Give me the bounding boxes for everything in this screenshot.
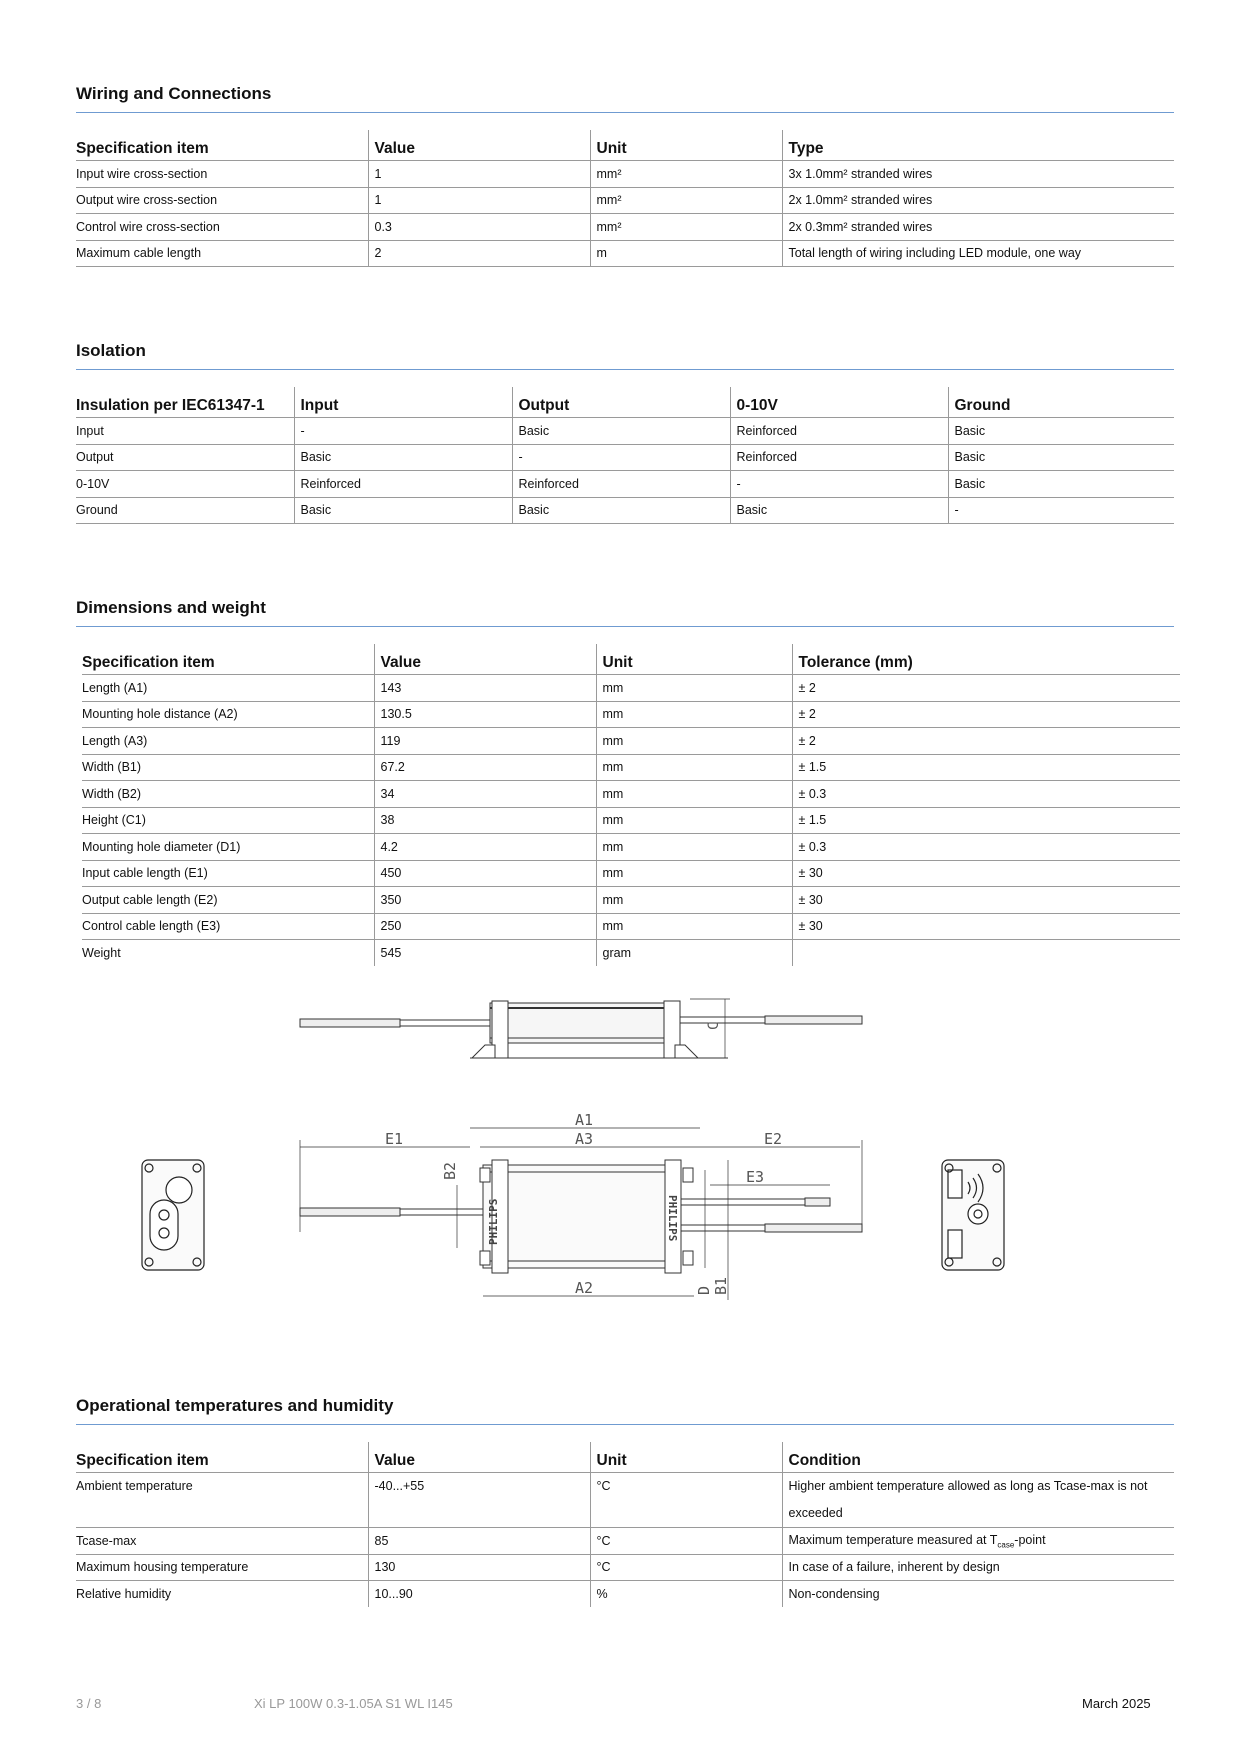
table-cell: Maximum cable length <box>76 240 368 267</box>
table-cell: Relative humidity <box>76 1586 172 1601</box>
table-row <box>76 1473 1174 1528</box>
table-cell: Output cable length (E2) <box>82 887 374 914</box>
table-cell: Length (A1) <box>82 675 374 702</box>
table-row <box>76 444 1174 471</box>
label-a1: A1 <box>575 1111 594 1129</box>
table-cell: 250 <box>374 913 596 940</box>
table-cell: Height (C1) <box>82 807 374 834</box>
table-row <box>82 807 1180 834</box>
table-cell: Input cable length (E1) <box>82 860 374 887</box>
table-cell: Basic <box>512 497 730 524</box>
table-cell: Basic <box>294 497 512 524</box>
table-cell: Maximum housing temperature <box>76 1554 368 1581</box>
wiring-section <box>76 80 1174 267</box>
table-row <box>82 754 1180 781</box>
table-cell: -40...+55 <box>368 1473 590 1528</box>
table-row <box>76 214 1174 241</box>
section-rule <box>76 1424 1174 1425</box>
table-cell: mm <box>596 675 792 702</box>
table-cell: Basic <box>948 418 1174 445</box>
column-header: Ground <box>948 387 1174 418</box>
table-cell: mm <box>596 807 792 834</box>
table-cell: Reinforced <box>730 444 948 471</box>
table-row <box>82 940 1180 966</box>
table-row <box>76 1554 1174 1581</box>
label-b2: B2 <box>441 1161 459 1180</box>
column-header: Value <box>368 1442 590 1473</box>
table-row <box>82 887 1180 914</box>
table-cell: Non-condensing <box>782 1581 1174 1607</box>
left-end-view <box>142 1160 204 1270</box>
table-cell: ± 1.5 <box>792 807 1180 834</box>
column-header: Specification item <box>76 1442 368 1473</box>
operational-section <box>76 1392 1174 1607</box>
column-header: Condition <box>782 1442 1174 1473</box>
table-cell: °C <box>590 1528 782 1555</box>
table-cell: Length (A3) <box>82 728 374 755</box>
table-header-row <box>76 1442 1174 1473</box>
tcase-text-end: -point <box>1014 1532 1046 1547</box>
table-cell: 67.2 <box>374 754 596 781</box>
table-cell: Reinforced <box>512 471 730 498</box>
table-row <box>76 497 1174 524</box>
table-cell: 130.5 <box>374 701 596 728</box>
table-cell: - <box>730 471 948 498</box>
table-cell: 0-10V <box>76 471 294 498</box>
brand-label-right: PHILIPS <box>666 1195 679 1242</box>
dimensions-section <box>76 594 1180 966</box>
table-row <box>76 418 1174 445</box>
column-header: Specification item <box>76 130 368 161</box>
column-header: Value <box>374 644 596 675</box>
table-cell: mm² <box>590 161 782 188</box>
table-row <box>76 161 1174 188</box>
table-row <box>82 675 1180 702</box>
column-header: Unit <box>596 644 792 675</box>
column-header: Value <box>368 130 590 161</box>
page-number: 3 / 8 <box>76 1696 102 1711</box>
operational-title: Operational temperatures and humidity <box>76 1396 394 1415</box>
table-cell: 3x 1.0mm² stranded wires <box>782 161 1174 188</box>
column-header: Type <box>782 130 1174 161</box>
table-cell: 143 <box>374 675 596 702</box>
table-cell: 1 <box>368 161 590 188</box>
table-cell: gram <box>596 940 792 966</box>
table-cell: Reinforced <box>294 471 512 498</box>
table-cell: - <box>512 444 730 471</box>
table-cell: 34 <box>374 781 596 808</box>
table-cell: °C <box>590 1554 782 1581</box>
table-cell: ± 0.3 <box>792 834 1180 861</box>
table-cell: Output wire cross-section <box>76 187 368 214</box>
table-cell: mm <box>596 781 792 808</box>
table-cell: Control cable length (E3) <box>82 913 374 940</box>
table-cell: mm <box>596 834 792 861</box>
product-name: Xi LP 100W 0.3-1.05A S1 WL I145 <box>254 1696 453 1711</box>
table-cell: mm² <box>590 214 782 241</box>
table-cell: ± 0.3 <box>792 781 1180 808</box>
table-row <box>76 1581 1174 1607</box>
dimension-drawing <box>0 985 1240 1315</box>
table-header-row <box>76 387 1174 418</box>
table-cell: 2 <box>368 240 590 267</box>
side-view <box>300 999 862 1058</box>
column-header: Specification item <box>82 644 374 675</box>
label-e1: E1 <box>385 1130 404 1148</box>
column-header: 0-10V <box>730 387 948 418</box>
table-cell: 2x 0.3mm² stranded wires <box>782 214 1174 241</box>
table-cell: 450 <box>374 860 596 887</box>
table-cell: Mounting hole distance (A2) <box>82 701 374 728</box>
table-cell: ± 2 <box>792 675 1180 702</box>
label-e3: E3 <box>746 1168 765 1186</box>
column-header: Input <box>294 387 512 418</box>
table-cell: Tcase-max <box>76 1528 368 1555</box>
column-header: Tolerance (mm) <box>792 644 1180 675</box>
label-c: C <box>706 1021 722 1030</box>
operational-table <box>76 1442 1174 1607</box>
table-cell: 1 <box>368 187 590 214</box>
label-e2: E2 <box>764 1130 783 1148</box>
table-cell: 38 <box>374 807 596 834</box>
isolation-title: Isolation <box>76 341 146 360</box>
table-row <box>76 240 1174 267</box>
brand-label-left: PHILIPS <box>487 1198 500 1245</box>
section-rule <box>76 112 1174 113</box>
table-cell: Higher ambient temperature allowed as long as Tcase-max is not exceeded <box>782 1473 1174 1528</box>
table-cell: Input wire cross-section <box>76 161 368 188</box>
table-cell: 0.3 <box>368 214 590 241</box>
label-b1: B1 <box>712 1276 730 1295</box>
table-cell: mm² <box>590 187 782 214</box>
table-cell: In case of a failure, inherent by design <box>782 1554 1174 1581</box>
table-cell: mm <box>596 701 792 728</box>
table-cell: Mounting hole diameter (D1) <box>82 834 374 861</box>
column-header: Output <box>512 387 730 418</box>
column-header: Insulation per IEC61347-1 <box>76 387 294 418</box>
document-date: March 2025 <box>1082 1696 1151 1711</box>
table-cell: Width (B2) <box>82 781 374 808</box>
table-cell: mm <box>596 913 792 940</box>
table-cell: ± 30 <box>792 913 1180 940</box>
table-cell: Ambient temperature <box>76 1473 368 1528</box>
table-cell: 10...90 <box>368 1581 590 1607</box>
table-cell: ± 2 <box>792 701 1180 728</box>
column-header: Unit <box>590 1442 782 1473</box>
table-cell: - <box>294 418 512 445</box>
table-cell: ± 2 <box>792 728 1180 755</box>
top-view <box>300 1128 862 1300</box>
table-cell: 130 <box>368 1554 590 1581</box>
table-row <box>82 834 1180 861</box>
table-cell <box>782 1528 1174 1555</box>
table-row <box>82 701 1180 728</box>
table-cell: - <box>948 497 1174 524</box>
table-cell: Control wire cross-section <box>76 214 368 241</box>
table-cell <box>792 940 1180 966</box>
table-cell: Reinforced <box>730 418 948 445</box>
section-rule <box>76 369 1174 370</box>
label-a2: A2 <box>575 1279 594 1297</box>
tcase-subscript: case <box>997 1540 1015 1549</box>
isolation-table <box>76 387 1174 524</box>
table-cell: 85 <box>368 1528 590 1555</box>
table-cell: 119 <box>374 728 596 755</box>
table-cell: Basic <box>948 444 1174 471</box>
table-row <box>82 781 1180 808</box>
table-header-row <box>82 644 1180 675</box>
table-cell: ± 30 <box>792 887 1180 914</box>
table-cell: Basic <box>512 418 730 445</box>
table-cell: Output <box>76 444 294 471</box>
table-cell: Basic <box>730 497 948 524</box>
table-row <box>82 913 1180 940</box>
dimensions-table <box>82 644 1180 966</box>
column-header: Unit <box>590 130 782 161</box>
table-cell: Basic <box>294 444 512 471</box>
wiring-table <box>76 130 1174 267</box>
table-cell: mm <box>596 887 792 914</box>
table-row <box>76 1528 1174 1555</box>
table-cell: °C <box>590 1473 782 1528</box>
table-cell: % <box>590 1581 782 1607</box>
wiring-title: Wiring and Connections <box>76 84 272 103</box>
table-header-row <box>76 130 1174 161</box>
table-cell: Ground <box>76 497 294 524</box>
table-cell: 2x 1.0mm² stranded wires <box>782 187 1174 214</box>
table-cell: Basic <box>948 471 1174 498</box>
table-cell: 4.2 <box>374 834 596 861</box>
label-d: D <box>695 1285 713 1295</box>
table-cell: Total length of wiring including LED module, one way <box>782 240 1174 267</box>
label-a3: A3 <box>575 1130 594 1148</box>
table-cell: Weight <box>82 945 121 960</box>
table-cell: mm <box>596 754 792 781</box>
table-row <box>82 728 1180 755</box>
table-cell: Input <box>76 418 294 445</box>
section-rule <box>76 626 1174 627</box>
isolation-section <box>76 337 1174 524</box>
table-cell: Width (B1) <box>82 754 374 781</box>
table-row <box>76 187 1174 214</box>
table-row <box>82 860 1180 887</box>
tcase-text: Maximum temperature measured at T <box>788 1532 998 1547</box>
table-cell: 350 <box>374 887 596 914</box>
table-cell: mm <box>596 728 792 755</box>
table-cell: mm <box>596 860 792 887</box>
table-cell: m <box>590 240 782 267</box>
table-cell: ± 30 <box>792 860 1180 887</box>
right-end-view <box>942 1160 1004 1270</box>
dimensions-title: Dimensions and weight <box>76 598 266 617</box>
table-row <box>76 471 1174 498</box>
table-cell: 545 <box>374 940 596 966</box>
table-cell: ± 1.5 <box>792 754 1180 781</box>
